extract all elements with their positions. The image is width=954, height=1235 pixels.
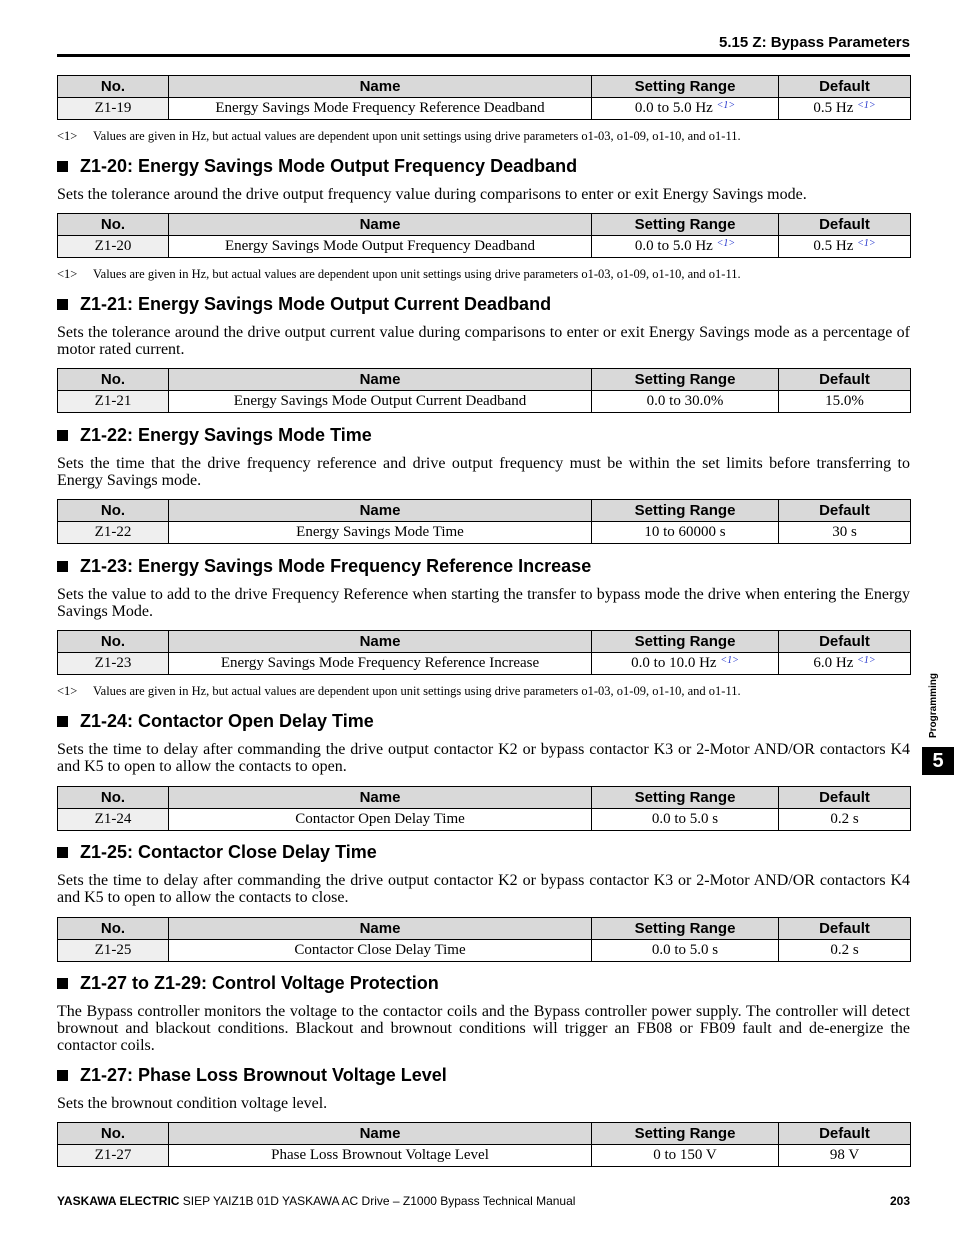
- param-range: 0.0 to 5.0 Hz $^{<1>}$: [592, 236, 779, 258]
- param-name: Energy Savings Mode Frequency Reference Increase: [169, 653, 592, 675]
- col-header-range: Setting Range: [592, 369, 779, 391]
- section-heading-z1-20: Z1-20: Energy Savings Mode Output Frequency Deadband: [57, 156, 577, 177]
- footnote-ref-link[interactable]: <1>: [716, 238, 736, 249]
- table-row: [58, 522, 911, 544]
- section-heading-z1-25: Z1-25: Contactor Close Delay Time: [57, 842, 377, 863]
- footer-brand: YASKAWA ELECTRIC: [57, 1194, 180, 1208]
- page-header-title: 5.15 Z: Bypass Parameters: [719, 34, 910, 51]
- param-range: 10 to 60000 s: [592, 522, 779, 544]
- square-bullet-icon: [57, 561, 68, 572]
- param-name: Energy Savings Mode Output Current Deadband: [169, 391, 592, 413]
- col-header-default: Default: [779, 918, 911, 940]
- table-row: [58, 391, 911, 413]
- param-default: 0.5 Hz $^{<1>}$: [779, 236, 911, 258]
- col-header-no: No.: [58, 214, 169, 236]
- chapter-tab[interactable]: 5: [922, 747, 954, 775]
- section-heading-z1-24: Z1-24: Contactor Open Delay Time: [57, 711, 374, 732]
- col-header-default: Default: [779, 787, 911, 809]
- footnote-ref-link[interactable]: <1>: [716, 100, 736, 111]
- param-table-z1-25: [57, 917, 911, 962]
- section-text-z1-21: Sets the tolerance around the drive output current value during comparisons to enter or exit Energy Savings mode as a percentage of motor rated current.: [57, 324, 910, 358]
- col-header-name: Name: [169, 1123, 592, 1145]
- col-header-name: Name: [169, 787, 592, 809]
- footnote: <1> Values are given in Hz, but actual values are dependent upon unit settings using drive parameters o1-03, o1-09, o1-10, and o1-11.: [57, 129, 741, 143]
- col-header-no: No.: [58, 369, 169, 391]
- param-table-z1-23: [57, 630, 911, 675]
- param-no: Z1-27: [58, 1145, 169, 1167]
- side-chapter-label: Programming: [928, 672, 939, 738]
- col-header-no: No.: [58, 76, 169, 98]
- param-default: 0.2 s: [779, 940, 911, 962]
- param-name: Phase Loss Brownout Voltage Level: [169, 1145, 592, 1167]
- col-header-name: Name: [169, 214, 592, 236]
- section-text-z1-23: Sets the value to add to the drive Frequency Reference when starting the transfer to bypass mode the drive when entering the Energy Savings Mode.: [57, 586, 910, 620]
- table-row: [58, 98, 911, 120]
- param-default: 15.0%: [779, 391, 911, 413]
- param-range: 0.0 to 5.0 s: [592, 809, 779, 831]
- col-header-default: Default: [779, 214, 911, 236]
- footnote-ref-link[interactable]: <1>: [857, 655, 876, 666]
- col-header-no: No.: [58, 1123, 169, 1145]
- col-header-name: Name: [169, 76, 592, 98]
- param-table-z1-22: [57, 499, 911, 544]
- param-name: Energy Savings Mode Time: [169, 522, 592, 544]
- square-bullet-icon: [57, 430, 68, 441]
- param-table-z1-21: [57, 368, 911, 413]
- footer-doc-title: SIEP YAIZ1B 01D YASKAWA AC Drive – Z1000 Bypass Technical Manual: [179, 1194, 576, 1208]
- square-bullet-icon: [57, 847, 68, 858]
- col-header-no: No.: [58, 500, 169, 522]
- param-default: 98 V: [779, 1145, 911, 1167]
- param-default: 6.0 Hz $^{<1>}$: [779, 653, 911, 675]
- section-text-z1-22: Sets the time that the drive frequency reference and drive output frequency must be within the set limits before transferring to Energy Savings mode.: [57, 455, 910, 489]
- table-row: [58, 1145, 911, 1167]
- param-range: 0.0 to 5.0 s: [592, 940, 779, 962]
- col-header-range: Setting Range: [592, 1123, 779, 1145]
- param-table-z1-19: [57, 75, 911, 120]
- param-table-z1-24: [57, 786, 911, 831]
- param-table-z1-20: [57, 213, 911, 258]
- col-header-range: Setting Range: [592, 500, 779, 522]
- col-header-range: Setting Range: [592, 787, 779, 809]
- square-bullet-icon: [57, 978, 68, 989]
- section-text-z1-24: Sets the time to delay after commanding the drive output contactor K2 or bypass contactor K3 or 2-Motor AND/OR contactors K4 and K5 to open to allow the contacts to open.: [57, 741, 910, 775]
- param-no: Z1-25: [58, 940, 169, 962]
- param-no: Z1-20: [58, 236, 169, 258]
- section-heading-z1-22: Z1-22: Energy Savings Mode Time: [57, 425, 372, 446]
- col-header-range: Setting Range: [592, 76, 779, 98]
- col-header-name: Name: [169, 918, 592, 940]
- col-header-default: Default: [779, 1123, 911, 1145]
- param-no: Z1-21: [58, 391, 169, 413]
- col-header-range: Setting Range: [592, 918, 779, 940]
- col-header-range: Setting Range: [592, 631, 779, 653]
- col-header-default: Default: [779, 369, 911, 391]
- col-header-no: No.: [58, 918, 169, 940]
- footnote-ref-link[interactable]: <1>: [857, 238, 876, 249]
- footnote-ref-link[interactable]: <1>: [857, 100, 876, 111]
- table-row: [58, 236, 911, 258]
- square-bullet-icon: [57, 1070, 68, 1081]
- param-no: Z1-24: [58, 809, 169, 831]
- section-heading-z1-27-29: Z1-27 to Z1-29: Control Voltage Protection: [57, 973, 439, 994]
- section-heading-z1-21: Z1-21: Energy Savings Mode Output Current Deadband: [57, 294, 551, 315]
- section-text-z1-20: Sets the tolerance around the drive output frequency value during comparisons to enter or exit Energy Savings mode.: [57, 186, 807, 203]
- col-header-name: Name: [169, 369, 592, 391]
- footnote: <1> Values are given in Hz, but actual values are dependent upon unit settings using drive parameters o1-03, o1-09, o1-10, and o1-11.: [57, 267, 741, 281]
- param-default: 30 s: [779, 522, 911, 544]
- param-range: 0.0 to 5.0 Hz $^{<1>}$: [592, 98, 779, 120]
- col-header-name: Name: [169, 631, 592, 653]
- table-row: [58, 940, 911, 962]
- header-rule: [57, 54, 910, 57]
- square-bullet-icon: [57, 161, 68, 172]
- section-heading-z1-27: Z1-27: Phase Loss Brownout Voltage Level: [57, 1065, 447, 1086]
- param-name: Energy Savings Mode Frequency Reference Deadband: [169, 98, 592, 120]
- param-name: Contactor Open Delay Time: [169, 809, 592, 831]
- square-bullet-icon: [57, 299, 68, 310]
- param-default: 0.5 Hz $^{<1>}$: [779, 98, 911, 120]
- footnote: <1> Values are given in Hz, but actual values are dependent upon unit settings using drive parameters o1-03, o1-09, o1-10, and o1-11.: [57, 684, 741, 698]
- param-default: 0.2 s: [779, 809, 911, 831]
- section-text-z1-27: Sets the brownout condition voltage level.: [57, 1095, 328, 1112]
- col-header-default: Default: [779, 76, 911, 98]
- param-range: 0.0 to 10.0 Hz $^{<1>}$: [592, 653, 779, 675]
- param-range: 0 to 150 V: [592, 1145, 779, 1167]
- param-range: 0.0 to 30.0%: [592, 391, 779, 413]
- section-text-z1-27-29: The Bypass controller monitors the voltage to the contactor coils and the Bypass controller power supply. The controller will detect brownout and blackout conditions. Blackout and brownout conditions will trigger an FB08 or FB09 fault and de-energize the contactor coils.: [57, 1003, 910, 1054]
- param-no: Z1-23: [58, 653, 169, 675]
- section-heading-z1-23: Z1-23: Energy Savings Mode Frequency Reference Increase: [57, 556, 591, 577]
- col-header-default: Default: [779, 631, 911, 653]
- col-header-name: Name: [169, 500, 592, 522]
- param-name: Energy Savings Mode Output Frequency Deadband: [169, 236, 592, 258]
- col-header-range: Setting Range: [592, 214, 779, 236]
- page-number: 203: [889, 1194, 910, 1208]
- param-no: Z1-22: [58, 522, 169, 544]
- param-name: Contactor Close Delay Time: [169, 940, 592, 962]
- page-footer: [57, 1194, 910, 1208]
- footnote-ref-link[interactable]: <1>: [720, 655, 739, 666]
- param-no: Z1-19: [58, 98, 169, 120]
- table-row: [58, 809, 911, 831]
- col-header-default: Default: [779, 500, 911, 522]
- param-table-z1-27: [57, 1122, 911, 1167]
- square-bullet-icon: [57, 716, 68, 727]
- table-row: [58, 653, 911, 675]
- section-text-z1-25: Sets the time to delay after commanding the drive output contactor K2 or bypass contactor K3 or 2-Motor AND/OR contactors K4 and K5 to open to allow the contacts to close.: [57, 872, 910, 906]
- col-header-no: No.: [58, 787, 169, 809]
- col-header-no: No.: [58, 631, 169, 653]
